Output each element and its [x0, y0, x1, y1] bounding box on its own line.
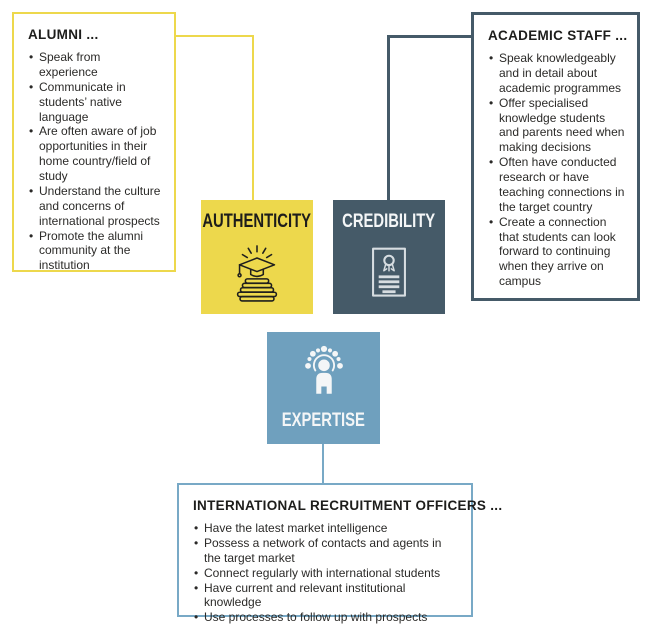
bullet-item: • Have current and relevant institutional knowledge — [193, 581, 459, 611]
bullet-item: • Possess a network of contacts and agents in the target market — [193, 536, 459, 566]
international-recruitment-officers-box — [177, 483, 503, 625]
expertise-label: EXPERTISE — [281, 410, 366, 431]
bullet-item: • Speak knowledgeably and in detail about academic programmes — [488, 51, 625, 96]
certificate-icon — [359, 233, 419, 314]
bullet-item: • Communicate in students’ native language — [28, 80, 162, 125]
connector-alumni-horizontal — [176, 35, 254, 37]
bullet-item: • Create a connection that students can look forward to continuing when they arrive on campus — [488, 215, 625, 289]
bullet-item: • Often have conducted research or have teaching connections in the target country — [488, 155, 625, 215]
connector-academic-vertical — [387, 35, 390, 200]
alumni-title: ALUMNI ... — [28, 27, 99, 42]
authenticity-label: AUTHENTICITY — [202, 211, 312, 232]
connector-academic-horizontal — [387, 35, 471, 38]
connector-alumni-vertical — [252, 35, 254, 200]
credibility-label: CREDIBILITY — [342, 211, 436, 232]
bullet-item: • Understand the culture and concerns of international prospects — [28, 184, 162, 229]
academic-staff-title: ACADEMIC STAFF ... — [488, 28, 628, 43]
bullet-item: • Speak from experience — [28, 50, 162, 80]
alumni-list — [28, 50, 162, 273]
bullet-item: • Promote the alumni community at the institution — [28, 229, 162, 274]
credibility-tile — [333, 200, 445, 314]
bullet-item: • Have the latest market intelligence — [193, 521, 459, 536]
academic-staff-box — [471, 12, 640, 301]
bullet-item: • Connect regularly with international students — [193, 566, 459, 581]
expertise-tile — [267, 332, 380, 444]
authenticity-tile — [201, 200, 313, 314]
international-recruitment-officers-list — [193, 521, 459, 625]
connector-expertise-vertical — [322, 443, 324, 484]
alumni-box — [12, 12, 176, 272]
bullet-item: • Are often aware of job opportunities in their home country/field of study — [28, 124, 162, 184]
bullet-item: • Offer specialised knowledge students and parents need when making decisions — [488, 96, 625, 156]
bullet-item: • Use processes to follow up with prospects — [193, 610, 459, 625]
graduation-cap-on-books-icon — [226, 233, 288, 314]
academic-staff-list — [488, 51, 625, 289]
international-recruitment-officers-title: INTERNATIONAL RECRUITMENT OFFICERS ... — [193, 498, 503, 513]
person-network-icon — [291, 332, 357, 410]
